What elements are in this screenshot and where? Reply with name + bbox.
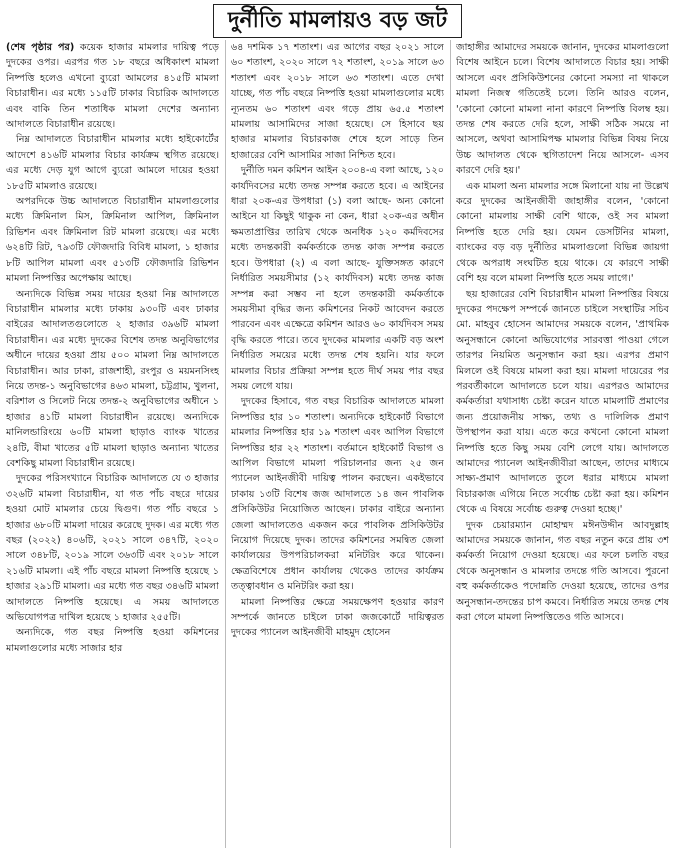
paragraph-text: কয়েক হাজার মামলার দায়িত্ব পড়ে দুদকের ওপর। এরপর গত ১৮ বছরে অধিকাংশ মামলা নিষ্পত্তি হলেও এখনো ব্যুরো আমলের ৪১৫টি মামলা বিচারাধীন। এর মধ্যে ১১৫টি ঢাকার বিচারিক আদালতে এবং বাকি তিন শতাধিক মামলা দেশের অন্যান্য আদালতে বিচারাধীন রয়েছে। xyxy=(6,42,219,131)
paragraph: দুদকের পরিসংখ্যানে বিচারিক আদালতে যে ৩ হাজার ৩২৬টি মামলা বিচারাধীন, যা গত পাঁচ বছরে দায়ের হওয়া মোট মামলার চেয়ে দ্বিগুণ। গত পাঁচ বছরে ১ হাজার ৬৮০টি মামলা দায়ের করেছে দুদক। এর মধ্যে গত বছর (২০২২) ৪০৬টি, ২০২১ সালে ৩৪৭টি, ২০২০ সালে ৩৪৮টি, ২০১৯ সালে ৩৬৩টি এবং ২০১৮ সালে ২১৬টি মামলা। এই পাঁচ বছরে মামলা নিষ্পত্তি হয়েছে ১ হাজার ২৯১টি মামলা। এর মধ্যে গত বছর ৩৪৬টি মামলা আদালতে নিষ্পত্তি হয়েছে। এ সময় আদালতে অভিযোগপত্র দাখিল হয়েছে ১ হাজার ২৫৫টি। xyxy=(6,473,219,624)
paragraph: অন্যদিকে, গত বছর নিষ্পত্তি হওয়া কমিশনের মামলাগুলোর মধ্যে সাজার হার xyxy=(6,627,219,654)
paragraph: দুদকের হিসাবে, গত বছর বিচারিক আদালতে মামলা নিষ্পত্তির হার ১০ শতাংশ। অন্যদিকে হাইকোর্ট বিভাগে মামলার নিষ্পত্তির হার ১৯ শতাংশ এবং আপিল বিভাগে নিষ্পত্তির হার ২২ শতাংশ। বর্তমানে হাইকোর্ট বিভাগ ও আপিল বিভাগে মামলা পরিচালনার জন্য ২৫ জন প্যানেল আইনজীবী দায়িত্ব পালন করছেন। একইভাবে ঢাকায় ১৩টি বিশেষ জজ আদালতে ১৪ জন পাবলিক প্রসিকিউটর নিয়োজিত আছেন। ঢাকার বাইরে অন্যান্য জেলা আদালতেও একজন করে পাবলিক প্রসিকিউটর নিয়োগ দিয়েছে দুদক। তাদের কমিশনের সমন্বিত জেলা কার্যালয়ের উপপরিচালকরা মনিটরিং করে থাকেন। ক্ষেত্রবিশেষে প্রধান কার্যালয় থেকেও তাদের কার্যক্রম তত্ত্বাবধান ও মনিটরিং করা হয়। xyxy=(231,396,444,593)
paragraph: মামলা নিষ্পত্তির ক্ষেত্রে সময়ক্ষেপণ হওয়ার কারণ সম্পর্কে জানতে চাইলে ঢাকা জজকোর্টে দায়িত্বরত দুদকের প্যানেল আইনজীবী মাহমুদ হোসেন xyxy=(231,596,444,639)
column-divider xyxy=(450,40,451,848)
paragraph: এক মামলা অন্য মামলার সঙ্গে মিলানো যায় না উল্লেখ করে দুদকের আইনজীবী জাহাঙ্গীর বলেন, 'কোনো কোনো মামলায় সাক্ষী বেশি থাকে, ওই সব মামলা নিষ্পত্তি হতে দেরি হয়। যেমন ডেসটিনির মামলা, ব্যাংকের বড় বড় দুর্নীতির মামলাগুলো বিভিন্ন জায়গা থেকে অপরাধ সংঘটিত হয়ে থাকে। যে কারণে সাক্ষী বেশি হয় বলে মামলা নিষ্পত্তি হতে সময় লাগে।' xyxy=(456,180,669,285)
column-1 xyxy=(6,40,219,848)
paragraph: দুদক চেয়ারম্যান মোহাম্মদ মঈনউদ্দীন আবদুল্লাহ আমাদের সময়কে জানান, গত বছর নতুন করে প্রায় ৩শ কর্মকর্তা নিয়োগ দেওয়া হয়েছে। এর ফলে চলতি বছর থেকে অনুসন্ধান ও মামলার তদন্তে গতি আসবে। পুরনো বহু কর্মকর্তাকেও পদোন্নতি দেওয়া হয়েছে, তাদের ওপর অনুসন্ধান-তদন্তের চাপ কমবে। নির্ধারিত সময়ে তদন্ত শেষ করা গেলে মামলা নিষ্পত্তিতেও গতি আসবে। xyxy=(456,519,669,624)
continuation-label: (শেষ পৃষ্ঠার পর) xyxy=(6,42,75,53)
column-3 xyxy=(456,40,669,848)
article-body xyxy=(6,40,669,848)
paragraph: অপরদিকে উচ্চ আদালতে বিচারাধীন মামলাগুলোর মধ্যে ক্রিমিনাল মিস, ক্রিমিনাল আপিল, ক্রিমিনাল রিভিশন এবং ক্রিমিনাল রিট মামলা রয়েছে। এর মধ্যে ৬২৪টি রিট, ৭৯৩টি ফৌজদারি বিবিধ মামলা, ১ হাজার ৮টি আপিল মামলা এবং ৫১৩টি ফৌজদারি রিভিশন মামলা নিষ্পত্তির অপেক্ষায় আছে। xyxy=(6,196,219,285)
article-headline: দুর্নীতি মামলায়ও বড় জট xyxy=(213,4,462,38)
paragraph: জাহাঙ্গীর আমাদের সময়কে জানান, দুদকের মামলাগুলো বিশেষ আইনে চলে। বিশেষ আদালতে বিচার হয়। সাক্ষী আসলে এবং প্রসিকিউশনের কোনো সমস্যা না থাকলে মামলা নিজস্ব গতিতেই চলে। তিনি আরও বলেন, 'কোনো কোনো মামলা নানা কারণে নিষ্পত্তি বিলম্ব হয়। তদন্ত শেষ করতে দেরি হলে, সাক্ষী সঠিক সময়ে না আসলে, অথবা আসামিপক্ষ মামলার বিভিন্ন বিষয় নিয়ে উচ্চ আদালত থেকে স্থগিতাদেশ নিয়ে আসলে- এসব কারণে দেরি হয়।' xyxy=(456,42,669,177)
paragraph: নিম্ন আদালতে বিচারাধীন মামলার মধ্যে হাইকোর্টের আদেশে ৪১৬টি মামলার বিচার কার্যক্রম স্থগিত রয়েছে। এর মধ্যে দেড় যুগ আগে ব্যুরো আমলে দায়ের হওয়া ১৮৫টি মামলাও রয়েছে। xyxy=(6,134,219,192)
column-divider xyxy=(225,40,226,848)
column-2 xyxy=(231,40,444,848)
paragraph: ৬৪ দশমিক ১৭ শতাংশ। এর আগের বছর ২০২১ সালে ৬০ শতাংশ, ২০২০ সালে ৭২ শতাংশ, ২০১৯ সালে ৬৩ শতাংশ এবং ২০১৮ সালে ৬৩ শতাংশ। এতে দেখা যাচ্ছে, গত পাঁচ বছরে নিষ্পত্তি হওয়া মামলাগুলোর মধ্যে ন্যূনতম ৬০ শতাংশ এবং গড়ে প্রায় ৬৫.৫ শতাংশ মামলায় আসামিদের সাজা হয়েছে। সে হিসাবে ছয় হাজার মামলার বিচারকাজ শেষে হলে সাড়ে তিন হাজারের বেশি আসামির সাজা নিশ্চিত হবে। xyxy=(231,42,444,161)
headline-container xyxy=(0,4,675,38)
paragraph: ছয় হাজারের বেশি বিচারাধীন মামলা নিষ্পত্তির বিষয়ে দুদকের পদক্ষেপ সম্পর্কে জানতে চাইলে সংস্থাটির সচিব মো. মাহবুব হোসেন আমাদের সময়কে বলেন, 'প্রাথমিক অনুসন্ধানে কোনো অভিযোগের সারবত্তা পাওয়া গেলে তারপর নিয়মিত অনুসন্ধান করা হয়। এরপর প্রমাণ মিললে ওই বিষয়ে মামলা করা হয়। মামলা দায়েরের পর পরবর্তীকালে আদালতে চলে যায়। এরপরও আমাদের কর্মকর্তারা যথাসাধ্য চেষ্টা করেন যাতে মামলাটি প্রমাণের জন্য প্রয়োজনীয় সাক্ষ্য, তথ্য ও দালিলিক প্রমাণ উপস্থাপন করা যায়। এতে করে কখনো কোনো মামলা নিষ্পত্তি হতে কিছু সময় বেশি লেগে যায়। আদালতে আমাদের প্যানেল আইনজীবীরা আছেন, তাদের মাধ্যমে সাক্ষ্য-প্রমাণ আদালতে তুলে ধরার মাধ্যমে মামলা বিচারকাজ এগিয়ে নিতে সর্বোচ্চ চেষ্টা করা হয়। কমিশন থেকে এ বিষয়ে সর্বোচ্চ গুরুত্ব দেওয়া হচ্ছে।' xyxy=(456,288,669,516)
paragraph: অন্যদিকে বিভিন্ন সময় দায়ের হওয়া নিম্ন আদালতে বিচারাধীন মামলার মধ্যে ঢাকায় ৯৩০টি এবং ঢাকার বাইরের আদালতগুলোতে ২ হাজার ৩৯৬টি মামলা বিচারাধীন। এর মধ্যে দুদকের বিশেষ তদন্ত অনুবিভাগের অধীনে দায়ের হওয়া প্রায় ৫০০ মামলা নিম্ন আদালতে বিচারাধীন। আর ঢাকা, রাজশাহী, রংপুর ও ময়মনসিংহ নিয়ে তদন্ত-১ অনুবিভাগের ৪৬৩ মামলা, চট্টগ্রাম, খুলনা, বরিশাল ও সিলেট নিয়ে তদন্ত-২ অনুবিভাগের অধীনে ১ হাজার ৪১টি মামলা বিচারাধীন রয়েছে। অন্যদিকে মানিলন্ডারিংয়ে ৬০টি মামলা ছাড়াও ব্যাংক খাতের ২৪টি, বীমা খাতের ৫টি মামলা ছাড়াও অন্যান্য খাতের বেশকিছু মামলা বিচারাধীন রয়েছে। xyxy=(6,288,219,469)
paragraph xyxy=(6,40,219,132)
paragraph: দুর্নীতি দমন কমিশন আইন ২০০৪-এ বলা আছে, ১২০ কার্যদিবসের মধ্যে তদন্ত সম্পন্ন করতে হবে। এ আইনের ধারা ২০ক-এর উপধারা (১) বলা আছে- অন্য কোনো আইনে যা কিছুই থাকুক না কেন, ধারা ২০ক-এর অধীন ক্ষমতাপ্রাপ্তির তারিখ থেকে অনধিক ১২০ কর্মদিবসের মধ্যে তদন্তকারী কর্মকর্তাকে তদন্ত কাজ সম্পন্ন করতে হবে। উপধারা (২) এ বলা আছে- যুক্তিসঙ্গত কারণে নির্ধারিত সময়সীমার (১২ কার্যদিবস) মধ্যে তদন্ত কাজ সম্পন্ন করা সম্ভব না হলে তদন্তকারী কর্মকর্তাকে সময়সীমা বৃদ্ধির জন্য কমিশনের নিকট আবেদন করতে পারবেন এবং এক্ষেত্রে কমিশন আরও ৬০ কার্যদিবস সময় বৃদ্ধি করতে পারে। তবে দুদকের মামলার একটি বড় অংশ নির্ধারিত সময়ের মধ্যে তদন্ত শেষ হয়নি। যার ফলে মামলার বিচার প্রক্রিয়া সম্পন্ন হতে দীর্ঘ সময় পার বছর সময় লেগে যায়। xyxy=(231,165,444,392)
